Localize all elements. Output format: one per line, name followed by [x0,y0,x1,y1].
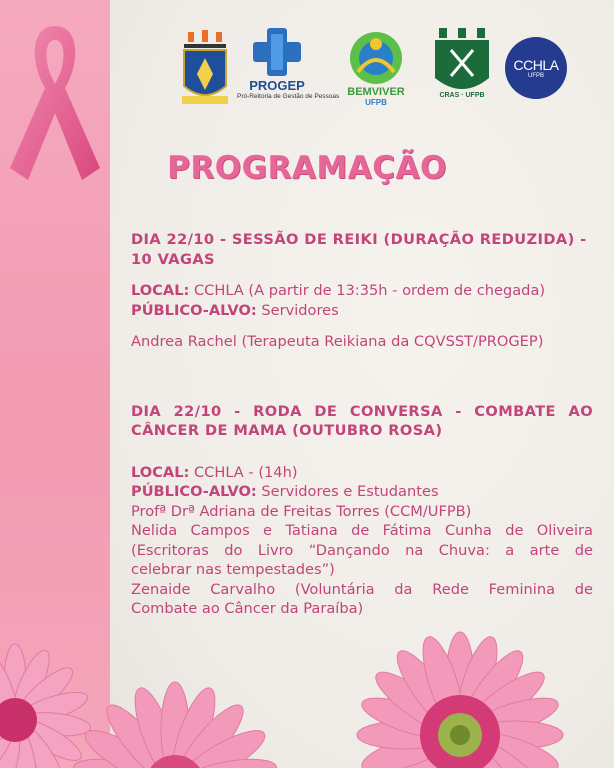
pink-gerbera-flowers-image [0,570,614,768]
cras-label: CRAS · UFPB [439,92,485,99]
event1-publico-label: PÚBLICO-ALVO: [131,301,257,319]
progep-name: PROGEP [249,78,305,93]
cchla-sub: UFPB [527,73,544,79]
logos-row [175,28,575,113]
event1-publico [131,301,593,321]
event2-speaker2-line1: Nelida Campos e Tatiana de Fátima Cunha de Oliveira [131,522,593,539]
cras-shield-icon [429,28,495,98]
event1-local [131,281,593,301]
ufpb-crest-logo [180,30,230,108]
event1-facilitator: Andrea Rachel (Terapeuta Reikiana da CQVSST/PROGEP) [131,333,544,350]
event2-header-line1: DIA 22/10 - RODA DE CONVERSA - COMBATE AO [131,402,593,420]
program-content [131,230,593,619]
event1-publico-value: Servidores [256,301,339,319]
event2-publico-value: Servidores e Estudantes [256,483,439,500]
event1-local-value: CCHLA (A partir de 13:35h - ordem de chegada) [189,282,546,299]
event1-header: DIA 22/10 - SESSÃO DE REIKI (DURAÇÃO REDUZIDA) - 10 VAGAS [131,231,587,268]
progep-subtitle: Pró-Reitoria de Gestão de Pessoas [237,93,340,100]
event2-local-label: LOCAL: [131,463,190,481]
event2-publico [131,482,593,502]
event2-speaker3-line1: Zenaide Carvalho (Voluntária da Rede Feminina de [131,580,593,598]
progep-logo [237,28,340,108]
event2-header-line2: CÂNCER DE MAMA (OUTUBRO ROSA) [131,422,443,439]
event2-speaker3-line2: Combate ao Câncer da Paraíba) [131,600,364,617]
event2-speaker2-line2: (Escritoras do Livro “Dançando na Chuva: a arte de [131,541,593,559]
cchla-logo [505,37,567,99]
bemviver-logo [338,28,414,110]
event2-local-value: CCHLA - (14h) [189,463,298,481]
event2-speaker2-line3: celebrar nas tempestades”) [131,561,335,578]
cras-logo [429,28,495,112]
bemviver-sub: UFPB [365,98,387,107]
cchla-name: CCHLA [513,57,559,73]
bemviver-circle-icon [338,28,414,86]
progep-cross-icon [237,28,317,78]
bemviver-name: BEMVIVER [347,86,405,98]
page-title: PROGRAMAÇÃO [167,150,447,186]
event2-local [131,463,593,483]
event2-publico-label: PÚBLICO-ALVO: [131,483,257,500]
event1-local-label: LOCAL: [131,282,190,299]
event2-speaker1: Profª Drª Adriana de Freitas Torres (CCM/UFPB) [131,502,472,520]
